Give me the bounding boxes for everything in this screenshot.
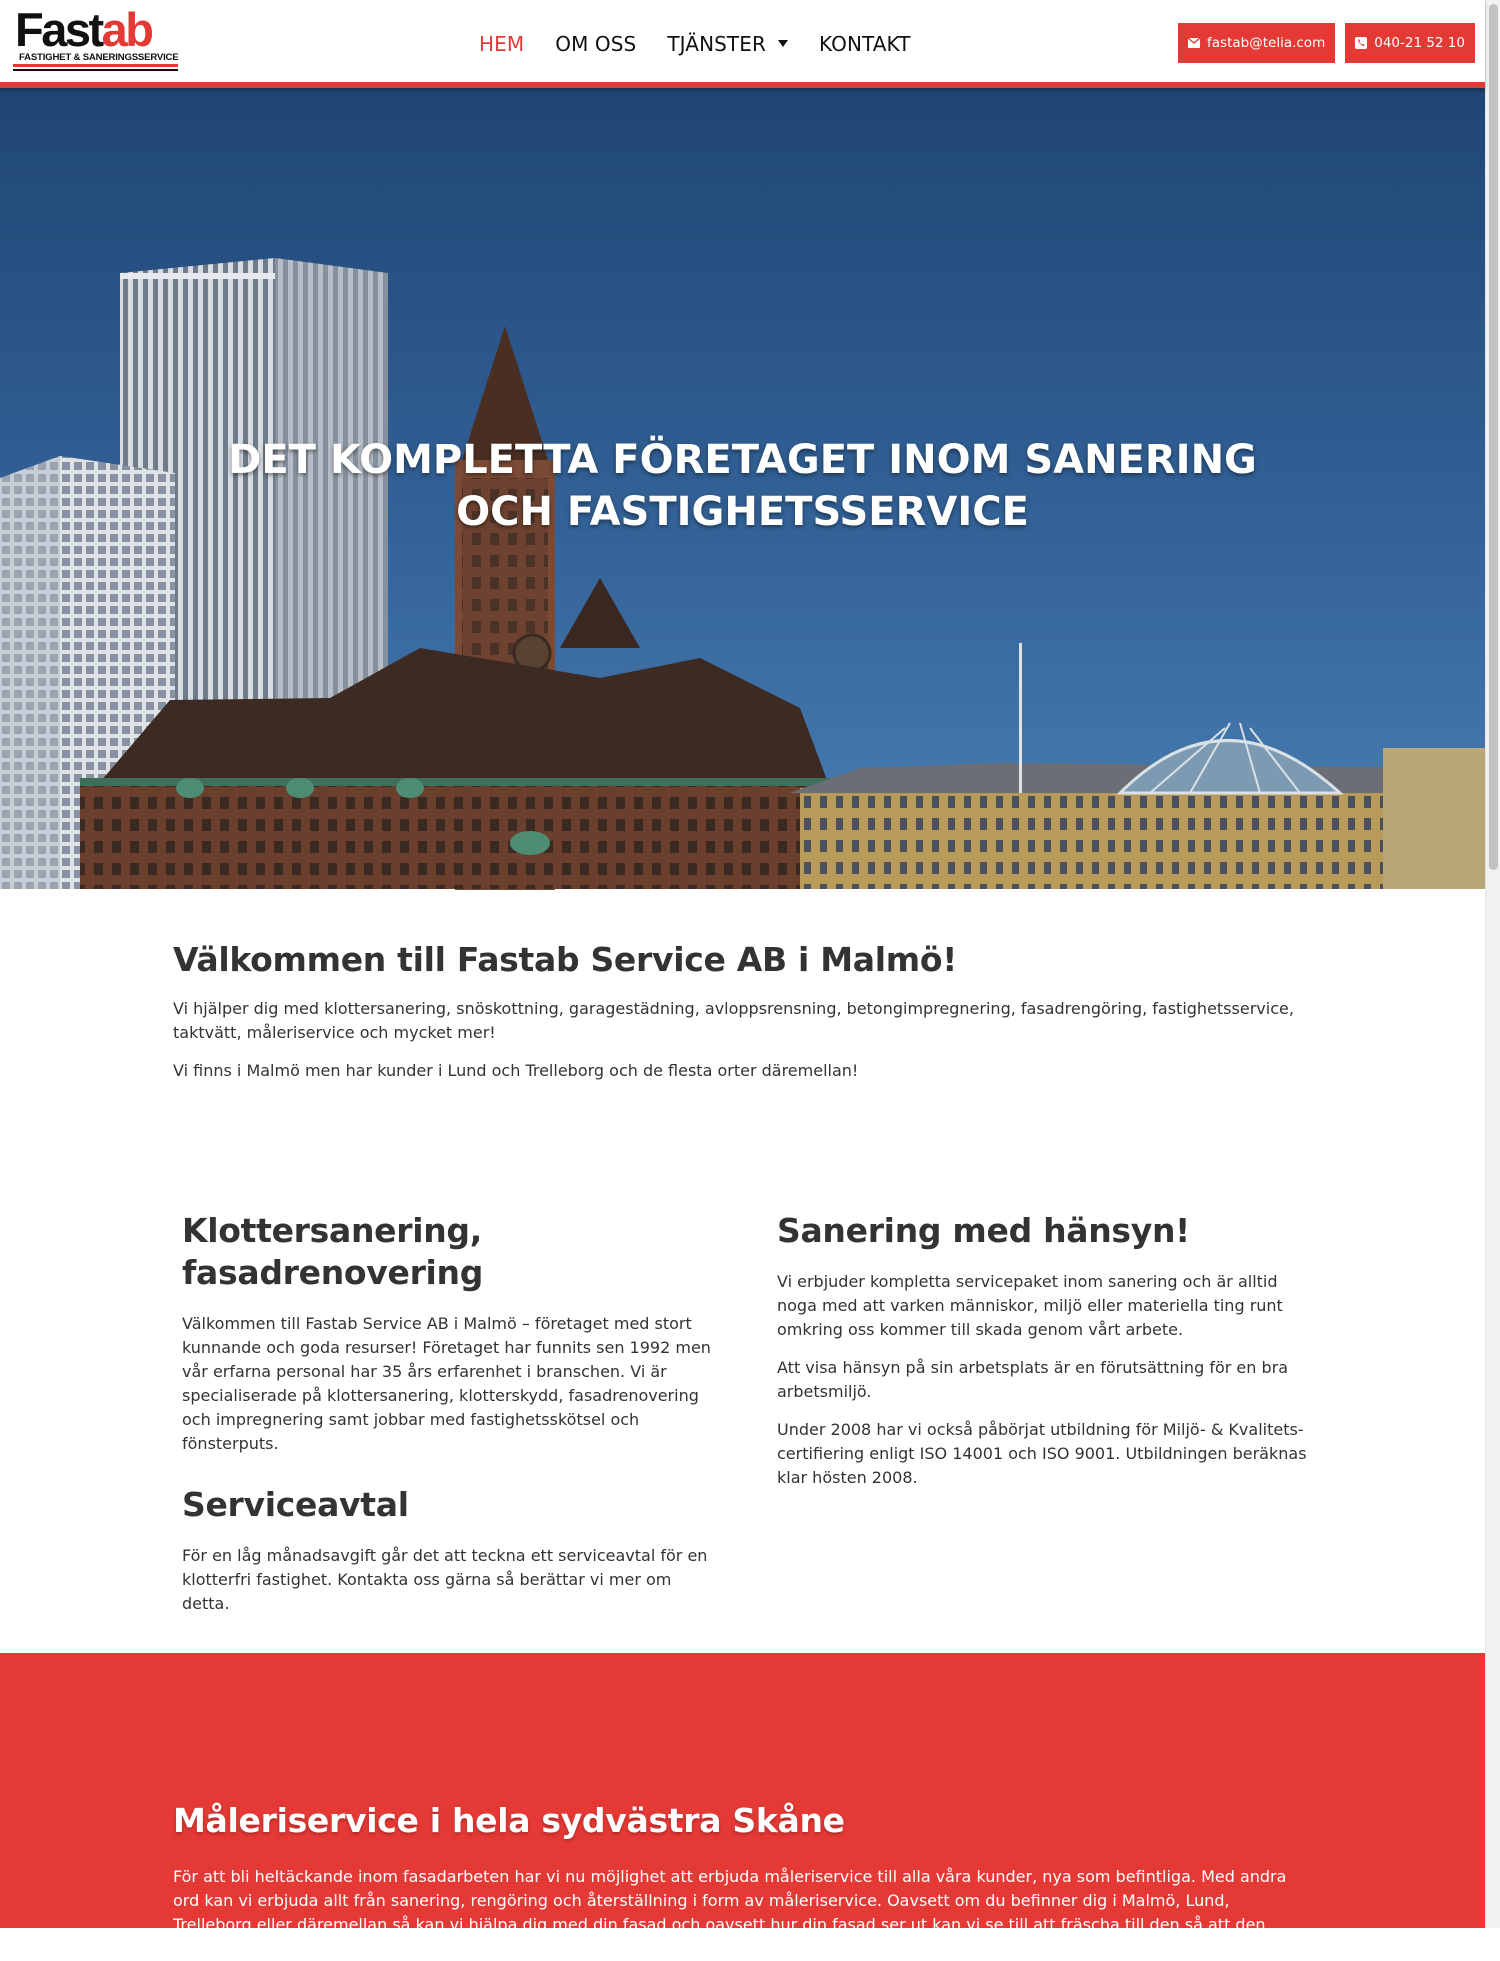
scrollbar-thumb[interactable] <box>1489 4 1498 870</box>
intro-paragraph-2: Vi finns i Malmö men har kunder i Lund och Trelleborg och de flesta orter däremellan! <box>173 1061 859 1080</box>
main-nav <box>479 28 942 60</box>
sanitation-title: Sanering med hänsyn! <box>777 1211 1190 1250</box>
email-label: fastab@telia.com <box>1207 35 1326 51</box>
site-header <box>0 0 1485 88</box>
logo-wordmark: Fastab <box>15 3 152 56</box>
chevron-down-icon <box>778 40 788 47</box>
contact-buttons <box>1168 23 1475 63</box>
service-agreement-paragraph: För en låg månadsavgift går det att teckna ett serviceavtal för en klotterfri fastighet. Kontakta oss gärna så berättar vi mer om detta. <box>182 1546 708 1613</box>
logo-tagline: FASTIGHET & SANERINGSSERVICE <box>19 52 179 63</box>
hero-title: DET KOMPLETTA FÖRETAGET INOM SANERING OCH FASTIGHETSSERVICE <box>228 437 1257 535</box>
sanitation-paragraph-1: Vi erbjuder kompletta servicepaket inom sanering och är alltid noga med att varken människor, miljö eller materiella ting runt omkring oss kommer till skada genom vårt arbete. <box>777 1272 1283 1339</box>
nav-item-om-oss[interactable]: OM OSS <box>555 32 637 56</box>
nav-item-tjanster-label: TJÄNSTER <box>667 32 766 56</box>
phone-button[interactable] <box>1345 23 1475 63</box>
nav-item-hem[interactable]: HEM <box>479 32 525 56</box>
nav-item-kontakt[interactable]: KONTAKT <box>818 32 911 56</box>
graffiti-title: Klottersanering, fasadrenovering <box>182 1211 484 1292</box>
painting-title: Måleriservice i hela sydvästra Skåne <box>173 1801 845 1840</box>
phone-label: 040-21 52 10 <box>1374 35 1465 51</box>
intro-title: Välkommen till Fastab Service AB i Malmö! <box>173 940 957 979</box>
painting-paragraph: För att bli heltäckande inom fasadarbeten har vi nu möjlighet att erbjuda måleriservice till alla våra kunder, nya som befintliga. Med andra ord kan vi erbjuda allt från sanering, rengöring och återställning i form av måleriservice. Oavsett om du befinner dig i Malmö, Lund, Trelleborg eller däremellan så kan vi hjälpa dig med din fasad och oavsett hur din fasad ser ut kan vi se till att fräscha till den så att den återfår sin glans. Tveka inte att kontakta oss om <box>173 1867 1287 1958</box>
service-agreement-title: Serviceavtal <box>182 1485 409 1524</box>
page-scrollbar[interactable] <box>1485 0 1500 1928</box>
logo-underline <box>13 64 178 74</box>
graffiti-paragraph: Välkommen till Fastab Service AB i Malmö – företaget med stort kunnande och goda resurser! Företaget har funnits sen 1992 men vår erfarna personal har 35 års erfarenhet i branschen. Vi är specialiserade på klottersanering, klotterskydd, fasadrenovering och impregnering samt jobbar med fastighetsskötsel och fönsterputs. <box>182 1314 711 1453</box>
intro-section <box>173 940 1313 1097</box>
envelope-icon <box>1188 38 1200 48</box>
phone-icon <box>1355 37 1367 49</box>
intro-paragraph-1: Vi hjälper dig med klottersanering, snöskottning, garagestädning, avloppsrensning, betongimpregnering, fasadrengöring, fastighetsservice, taktvätt, måleriservice och mycket mer! <box>173 999 1294 1042</box>
sanitation-paragraph-2: Att visa hänsyn på sin arbetsplats är en förutsättning för en bra arbetsmiljö. <box>777 1358 1289 1401</box>
left-column <box>182 1210 712 1630</box>
sanitation-paragraph-3: Under 2008 har vi också påbörjat utbildning för Miljö- & Kvalitets-certifiering enligt ISO 14001 och ISO 9001. Utbildningen beräknas klar hösten 2008. <box>777 1420 1307 1487</box>
right-column <box>777 1210 1307 1504</box>
nav-item-tjanster[interactable] <box>667 32 788 56</box>
site-logo[interactable] <box>13 3 181 74</box>
email-button[interactable] <box>1178 23 1335 63</box>
painting-section <box>0 1653 1485 1958</box>
hero-banner <box>0 88 1485 889</box>
